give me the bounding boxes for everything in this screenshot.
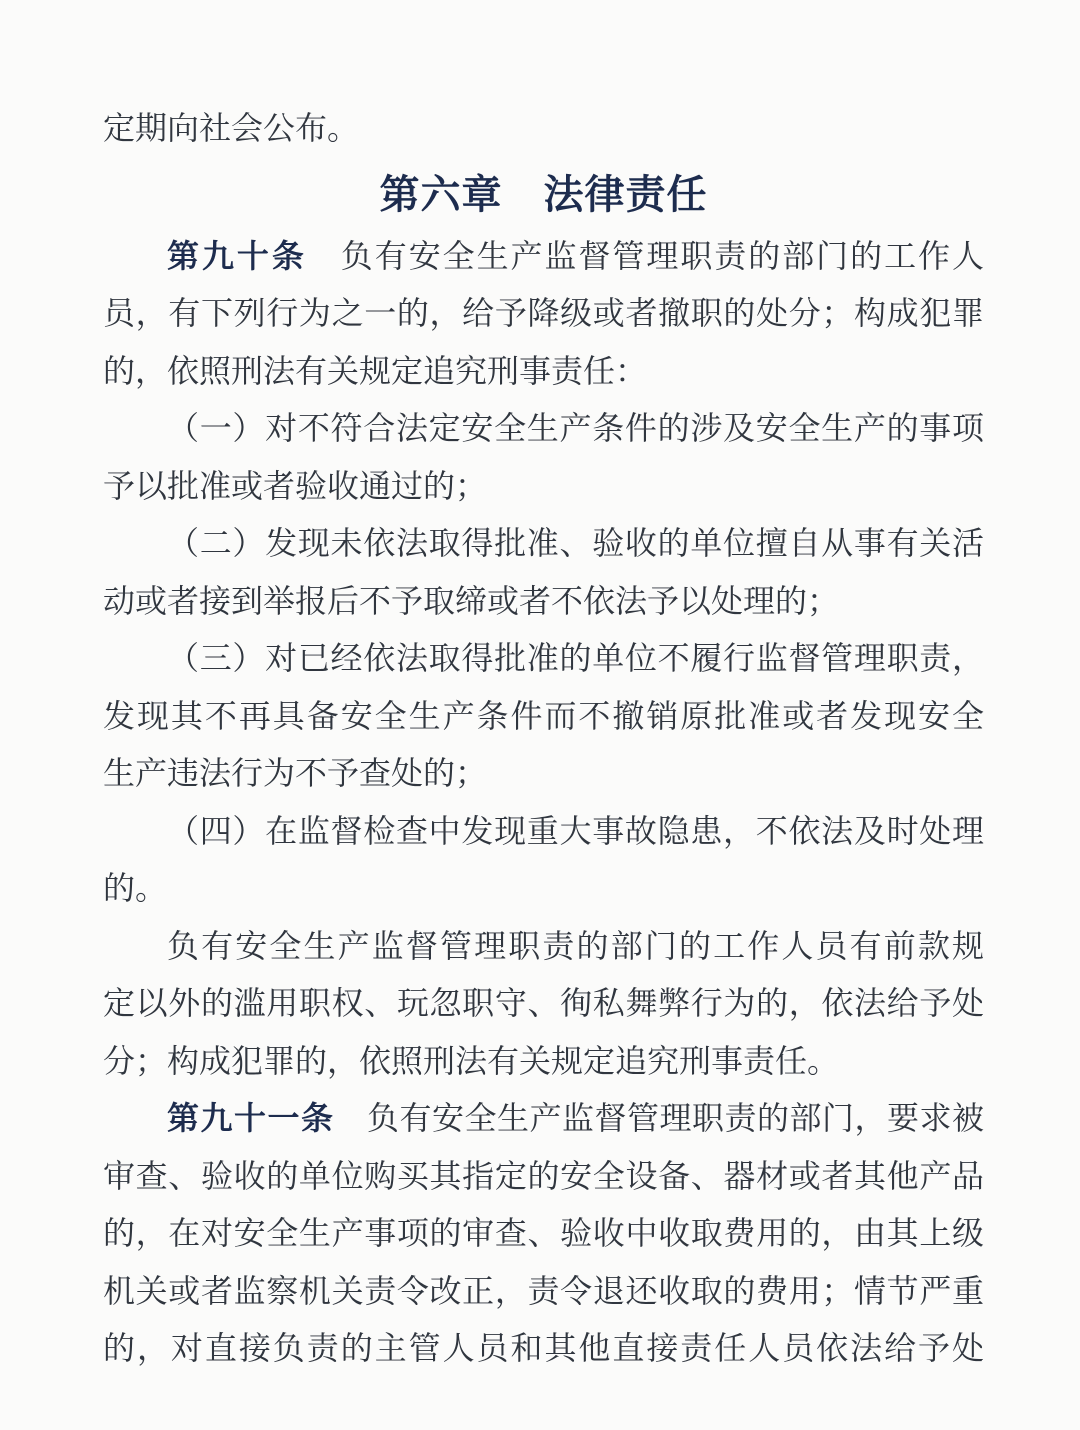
text-segment: 发现其不再具备安全生产条件而不撤销原批准或者发现安全 [103, 697, 984, 734]
text-segment: 的，对直接负责的主管人员和其他直接责任人员依法给予处 [103, 1330, 984, 1366]
text-segment: 负有安全生产监督管理职责的部门，要求被 [334, 1100, 984, 1136]
text-segment: 员，有下列行为之一的，给予降级或者撤职的处分；构成犯罪 [103, 295, 984, 331]
text-segment: 生产违法行为不予查处的； [103, 755, 488, 791]
item-2-line [103, 515, 984, 573]
text-segment: 定以外的滥用职权、玩忽职守、徇私舞弊行为的，依法给予处 [103, 985, 984, 1021]
article-91-lead-line [103, 1090, 984, 1148]
item-4-line [103, 803, 984, 861]
text-segment: 动或者接到举报后不予取缔或者不依法予以处理的； [103, 582, 840, 619]
document-text-block [103, 100, 984, 1378]
article-90-lead-line [103, 228, 984, 286]
text-segment: （一）对不符合法定安全生产条件的涉及安全生产的事项 [167, 410, 984, 446]
text-segment: 分；构成犯罪的，依照刑法有关规定追究刑事责任。 [103, 1042, 840, 1079]
text-segment: 负有安全生产监督管理职责的部门的工作人 [306, 237, 984, 274]
article-number: 第九十条 [167, 237, 307, 274]
text-segment: 的，依照刑法有关规定追究刑事责任： [103, 352, 648, 389]
item-3-line [103, 630, 984, 688]
text-line [103, 1148, 984, 1206]
text-line [103, 285, 984, 343]
text-segment: （二）发现未依法取得批准、验收的单位擅自从事有关活 [167, 525, 984, 561]
chapter-heading-text: 第六章 法律责任 [379, 172, 708, 217]
text-line [103, 918, 984, 976]
text-line [103, 975, 984, 1033]
text-line [103, 688, 984, 746]
text-segment: 予以批准或者验收通过的； [103, 467, 488, 504]
text-line [103, 1263, 984, 1321]
text-line [103, 343, 984, 401]
text-line [103, 1033, 984, 1091]
text-segment: （三）对已经依法取得批准的单位不履行监督管理职责， [167, 640, 984, 676]
text-segment: 的。 [103, 870, 168, 906]
text-line [103, 860, 984, 918]
text-segment: 负有安全生产监督管理职责的部门的工作人员有前款规 [167, 927, 984, 964]
text-segment: （四）在监督检查中发现重大事故隐患，不依法及时处理 [167, 812, 984, 849]
intro-line [103, 100, 984, 158]
text-line [103, 1320, 984, 1378]
article-number: 第九十一条 [167, 1100, 335, 1136]
chapter-heading [103, 164, 984, 226]
item-1-line [103, 400, 984, 458]
text-segment: 机关或者监察机关责令改正，责令退还收取的费用；情节严重 [103, 1272, 984, 1309]
text-segment: 定期向社会公布。 [103, 110, 360, 146]
text-segment: 审查、验收的单位购买其指定的安全设备、器材或者其他产品 [103, 1157, 984, 1194]
text-line [103, 1205, 984, 1263]
text-line [103, 573, 984, 631]
text-segment: 的，在对安全生产事项的审查、验收中收取费用的，由其上级 [103, 1215, 984, 1251]
text-line [103, 745, 984, 803]
text-line [103, 458, 984, 516]
